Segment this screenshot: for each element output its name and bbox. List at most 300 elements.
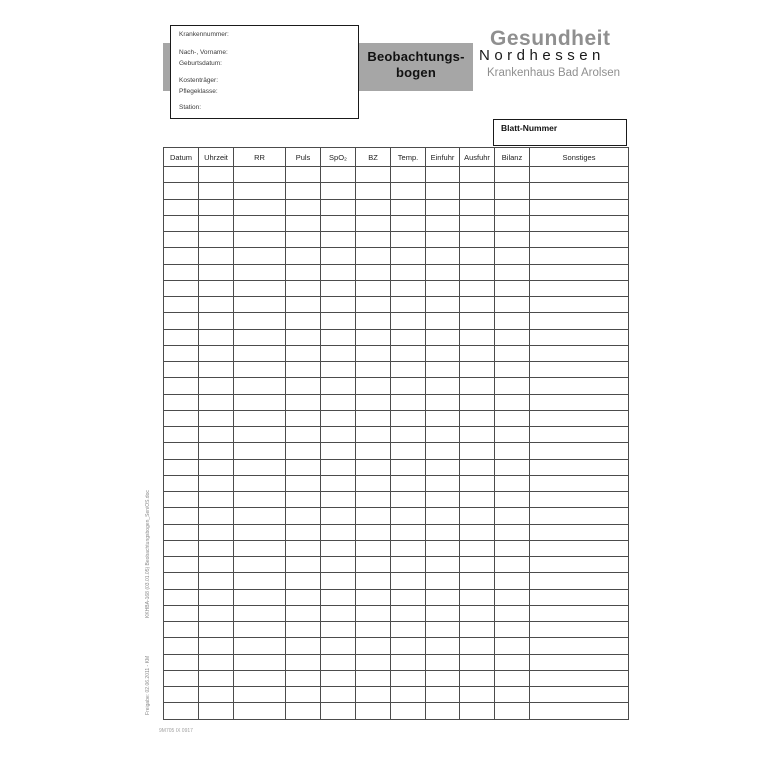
table-cell	[164, 410, 199, 426]
release-note: Freigabe: 02.06.2011 - KM	[145, 655, 151, 715]
table-cell	[164, 215, 199, 231]
table-cell	[391, 508, 426, 524]
table-cell	[460, 345, 495, 361]
table-cell	[495, 427, 530, 443]
table-cell	[321, 378, 356, 394]
table-cell	[321, 687, 356, 703]
table-cell	[234, 280, 286, 296]
table-cell	[391, 362, 426, 378]
table-cell	[460, 362, 495, 378]
table-cell	[426, 492, 460, 508]
table-cell	[495, 345, 530, 361]
table-cell	[391, 329, 426, 345]
table-cell	[495, 280, 530, 296]
table-cell	[495, 443, 530, 459]
table-row	[164, 378, 629, 394]
table-cell	[321, 573, 356, 589]
table-row	[164, 573, 629, 589]
table-cell	[356, 524, 391, 540]
table-cell	[234, 654, 286, 670]
table-cell	[391, 410, 426, 426]
table-cell	[460, 443, 495, 459]
table-cell	[286, 670, 321, 686]
table-cell	[199, 638, 234, 654]
table-cell	[286, 378, 321, 394]
table-cell	[426, 167, 460, 183]
table-cell	[286, 638, 321, 654]
table-cell	[321, 394, 356, 410]
table-cell	[356, 297, 391, 313]
table-cell	[391, 313, 426, 329]
table-cell	[286, 622, 321, 638]
table-cell	[321, 167, 356, 183]
table-cell	[426, 378, 460, 394]
table-cell	[199, 427, 234, 443]
table-cell	[286, 394, 321, 410]
table-cell	[530, 313, 629, 329]
table-cell	[199, 557, 234, 573]
table-cell	[460, 394, 495, 410]
table-cell	[321, 703, 356, 719]
table-cell	[321, 313, 356, 329]
table-cell	[495, 670, 530, 686]
table-cell	[164, 199, 199, 215]
table-cell	[356, 622, 391, 638]
table-cell	[426, 540, 460, 556]
table-cell	[199, 687, 234, 703]
table-cell	[426, 475, 460, 491]
table-cell	[460, 280, 495, 296]
table-cell	[391, 475, 426, 491]
table-cell	[234, 183, 286, 199]
table-row	[164, 199, 629, 215]
table-cell	[460, 297, 495, 313]
table-cell	[530, 605, 629, 621]
table-row	[164, 443, 629, 459]
table-cell	[199, 183, 234, 199]
table-cell	[391, 573, 426, 589]
table-cell	[495, 232, 530, 248]
table-cell	[286, 573, 321, 589]
table-cell	[356, 557, 391, 573]
table-row	[164, 394, 629, 410]
table-row	[164, 654, 629, 670]
table-cell	[164, 524, 199, 540]
table-cell	[530, 524, 629, 540]
table-cell	[460, 427, 495, 443]
table-cell	[495, 459, 530, 475]
table-cell	[495, 183, 530, 199]
table-cell	[530, 670, 629, 686]
table-cell	[321, 459, 356, 475]
table-row	[164, 687, 629, 703]
table-cell	[286, 589, 321, 605]
table-row	[164, 297, 629, 313]
table-cell	[199, 167, 234, 183]
column-header-bilanz: Bilanz	[495, 148, 530, 167]
table-cell	[391, 248, 426, 264]
table-cell	[391, 378, 426, 394]
table-cell	[199, 508, 234, 524]
table-cell	[321, 622, 356, 638]
table-cell	[321, 280, 356, 296]
table-cell	[495, 410, 530, 426]
table-cell	[356, 264, 391, 280]
table-cell	[426, 183, 460, 199]
table-cell	[234, 492, 286, 508]
logo-subtitle: Krankenhaus Bad Arolsen	[487, 67, 620, 79]
table-cell	[286, 654, 321, 670]
table-cell	[495, 492, 530, 508]
table-cell	[286, 687, 321, 703]
table-cell	[164, 394, 199, 410]
table-row	[164, 622, 629, 638]
table-cell	[199, 443, 234, 459]
table-cell	[530, 557, 629, 573]
table-cell	[391, 215, 426, 231]
table-cell	[495, 475, 530, 491]
table-cell	[199, 654, 234, 670]
table-cell	[234, 345, 286, 361]
table-cell	[426, 622, 460, 638]
table-cell	[321, 345, 356, 361]
table-cell	[199, 264, 234, 280]
table-cell	[530, 410, 629, 426]
table-cell	[356, 654, 391, 670]
table-cell	[495, 540, 530, 556]
table-cell	[164, 540, 199, 556]
table-cell	[356, 459, 391, 475]
table-row	[164, 524, 629, 540]
table-cell	[460, 183, 495, 199]
table-cell	[164, 329, 199, 345]
table-cell	[426, 394, 460, 410]
table-cell	[286, 540, 321, 556]
field-label-station: Station:	[179, 104, 202, 111]
table-cell	[460, 605, 495, 621]
table-cell	[199, 589, 234, 605]
table-cell	[321, 508, 356, 524]
table-cell	[321, 654, 356, 670]
table-cell	[426, 443, 460, 459]
table-cell	[164, 362, 199, 378]
table-row	[164, 508, 629, 524]
table-cell	[234, 232, 286, 248]
table-cell	[460, 475, 495, 491]
table-cell	[460, 687, 495, 703]
table-cell	[391, 232, 426, 248]
table-cell	[356, 248, 391, 264]
table-cell	[391, 703, 426, 719]
table-cell	[495, 524, 530, 540]
table-cell	[199, 378, 234, 394]
table-cell	[286, 313, 321, 329]
table-cell	[495, 329, 530, 345]
table-cell	[426, 670, 460, 686]
table-cell	[164, 703, 199, 719]
table-row	[164, 183, 629, 199]
table-cell	[426, 508, 460, 524]
table-cell	[426, 573, 460, 589]
table-cell	[530, 459, 629, 475]
table-row	[164, 475, 629, 491]
sheet-number-box	[493, 119, 627, 146]
form-title	[358, 49, 474, 85]
table-cell	[530, 427, 629, 443]
table-cell	[391, 622, 426, 638]
table-cell	[530, 508, 629, 524]
table-row	[164, 638, 629, 654]
table-cell	[234, 622, 286, 638]
table-cell	[199, 199, 234, 215]
table-cell	[426, 329, 460, 345]
table-cell	[530, 492, 629, 508]
table-row	[164, 492, 629, 508]
table-cell	[460, 622, 495, 638]
table-cell	[164, 280, 199, 296]
table-cell	[286, 345, 321, 361]
table-cell	[286, 232, 321, 248]
table-cell	[321, 362, 356, 378]
table-cell	[460, 329, 495, 345]
table-cell	[234, 540, 286, 556]
field-label-name: Nach-, Vorname:	[179, 49, 228, 56]
table-cell	[356, 410, 391, 426]
field-label-geburtsdatum: Geburtsdatum:	[179, 60, 222, 67]
table-cell	[199, 605, 234, 621]
table-cell	[286, 362, 321, 378]
table-cell	[356, 508, 391, 524]
table-cell	[356, 670, 391, 686]
table-cell	[460, 410, 495, 426]
table-cell	[426, 654, 460, 670]
document-code-note: KKHBA-168 (03.01.05) Beobachtungsbogen_SeniOS.doc	[145, 490, 151, 618]
table-cell	[321, 524, 356, 540]
table-cell	[234, 703, 286, 719]
table-row	[164, 540, 629, 556]
table-cell	[530, 638, 629, 654]
table-cell	[356, 589, 391, 605]
table-cell	[286, 248, 321, 264]
table-cell	[164, 443, 199, 459]
table-cell	[460, 573, 495, 589]
table-cell	[356, 475, 391, 491]
table-cell	[530, 167, 629, 183]
table-cell	[460, 215, 495, 231]
table-row	[164, 232, 629, 248]
table-cell	[356, 540, 391, 556]
table-cell	[495, 703, 530, 719]
table-cell	[164, 167, 199, 183]
table-cell	[391, 589, 426, 605]
table-cell	[286, 703, 321, 719]
table-cell	[391, 297, 426, 313]
field-label-kostentraeger: Kostenträger:	[179, 77, 219, 84]
table-cell	[460, 248, 495, 264]
table-cell	[391, 167, 426, 183]
table-cell	[530, 654, 629, 670]
table-cell	[391, 638, 426, 654]
table-cell	[356, 183, 391, 199]
table-cell	[356, 215, 391, 231]
table-cell	[199, 524, 234, 540]
table-cell	[234, 557, 286, 573]
table-cell	[530, 443, 629, 459]
table-cell	[286, 605, 321, 621]
table-cell	[164, 345, 199, 361]
table-cell	[495, 264, 530, 280]
table-cell	[391, 394, 426, 410]
table-cell	[495, 313, 530, 329]
table-cell	[460, 638, 495, 654]
table-cell	[199, 492, 234, 508]
table-cell	[164, 232, 199, 248]
table-cell	[495, 638, 530, 654]
table-row	[164, 248, 629, 264]
table-cell	[199, 248, 234, 264]
table-row	[164, 670, 629, 686]
table-cell	[234, 215, 286, 231]
table-cell	[530, 297, 629, 313]
column-header-puls: Puls	[286, 148, 321, 167]
print-code: 9M705 IX 0917	[159, 728, 193, 734]
table-cell	[495, 557, 530, 573]
table-cell	[234, 524, 286, 540]
table-cell	[321, 199, 356, 215]
table-cell	[460, 508, 495, 524]
table-cell	[460, 557, 495, 573]
table-cell	[286, 215, 321, 231]
table-cell	[321, 427, 356, 443]
table-cell	[286, 410, 321, 426]
table-cell	[460, 703, 495, 719]
table-cell	[321, 475, 356, 491]
table-cell	[321, 557, 356, 573]
table-cell	[356, 687, 391, 703]
table-cell	[530, 540, 629, 556]
table-cell	[391, 427, 426, 443]
table-cell	[530, 573, 629, 589]
observation-table	[163, 147, 629, 720]
table-cell	[460, 459, 495, 475]
table-cell	[426, 232, 460, 248]
table-row	[164, 313, 629, 329]
table-cell	[286, 427, 321, 443]
table-cell	[321, 670, 356, 686]
table-cell	[530, 703, 629, 719]
table-cell	[321, 492, 356, 508]
table-row	[164, 280, 629, 296]
table-cell	[199, 329, 234, 345]
column-header-einfuhr: Einfuhr	[426, 148, 460, 167]
table-cell	[199, 394, 234, 410]
table-cell	[426, 248, 460, 264]
table-cell	[495, 167, 530, 183]
table-cell	[164, 427, 199, 443]
table-header-row	[164, 148, 629, 167]
table-cell	[234, 378, 286, 394]
patient-info-box	[170, 25, 359, 119]
table-body	[164, 167, 629, 720]
table-cell	[426, 687, 460, 703]
table-cell	[164, 492, 199, 508]
table-row	[164, 167, 629, 183]
table-cell	[356, 703, 391, 719]
table-cell	[234, 248, 286, 264]
table-cell	[199, 280, 234, 296]
column-header-temp: Temp.	[391, 148, 426, 167]
table-cell	[286, 167, 321, 183]
table-cell	[356, 345, 391, 361]
table-cell	[286, 329, 321, 345]
table-cell	[164, 670, 199, 686]
table-cell	[356, 362, 391, 378]
table-cell	[286, 199, 321, 215]
table-cell	[234, 394, 286, 410]
table-cell	[321, 264, 356, 280]
table-cell	[426, 264, 460, 280]
column-header-ausfuhr: Ausfuhr	[460, 148, 495, 167]
table-cell	[356, 199, 391, 215]
table-cell	[321, 589, 356, 605]
table-cell	[495, 508, 530, 524]
table-cell	[164, 459, 199, 475]
table-cell	[495, 622, 530, 638]
table-cell	[495, 654, 530, 670]
table-cell	[495, 199, 530, 215]
table-cell	[164, 622, 199, 638]
table-cell	[530, 329, 629, 345]
table-row	[164, 329, 629, 345]
table-cell	[495, 394, 530, 410]
table-cell	[391, 199, 426, 215]
table-cell	[199, 622, 234, 638]
table-cell	[321, 605, 356, 621]
column-header-bz: BZ	[356, 148, 391, 167]
table-cell	[356, 443, 391, 459]
table-cell	[321, 232, 356, 248]
table-cell	[391, 557, 426, 573]
table-cell	[356, 638, 391, 654]
table-cell	[234, 313, 286, 329]
table-cell	[426, 313, 460, 329]
table-cell	[426, 215, 460, 231]
table-cell	[530, 345, 629, 361]
table-cell	[199, 703, 234, 719]
table-cell	[234, 427, 286, 443]
table-cell	[530, 264, 629, 280]
table-cell	[460, 654, 495, 670]
table-cell	[199, 410, 234, 426]
logo-gesundheit: Gesundheit	[490, 27, 611, 50]
table-cell	[460, 199, 495, 215]
table-cell	[426, 524, 460, 540]
table-cell	[460, 492, 495, 508]
table-cell	[391, 280, 426, 296]
table-row	[164, 410, 629, 426]
table-row	[164, 362, 629, 378]
table-cell	[391, 443, 426, 459]
table-cell	[426, 362, 460, 378]
table-cell	[164, 638, 199, 654]
column-header-datum: Datum	[164, 148, 199, 167]
table-cell	[495, 589, 530, 605]
table-cell	[164, 313, 199, 329]
table-cell	[286, 508, 321, 524]
table-cell	[286, 459, 321, 475]
table-cell	[234, 638, 286, 654]
table-cell	[530, 475, 629, 491]
